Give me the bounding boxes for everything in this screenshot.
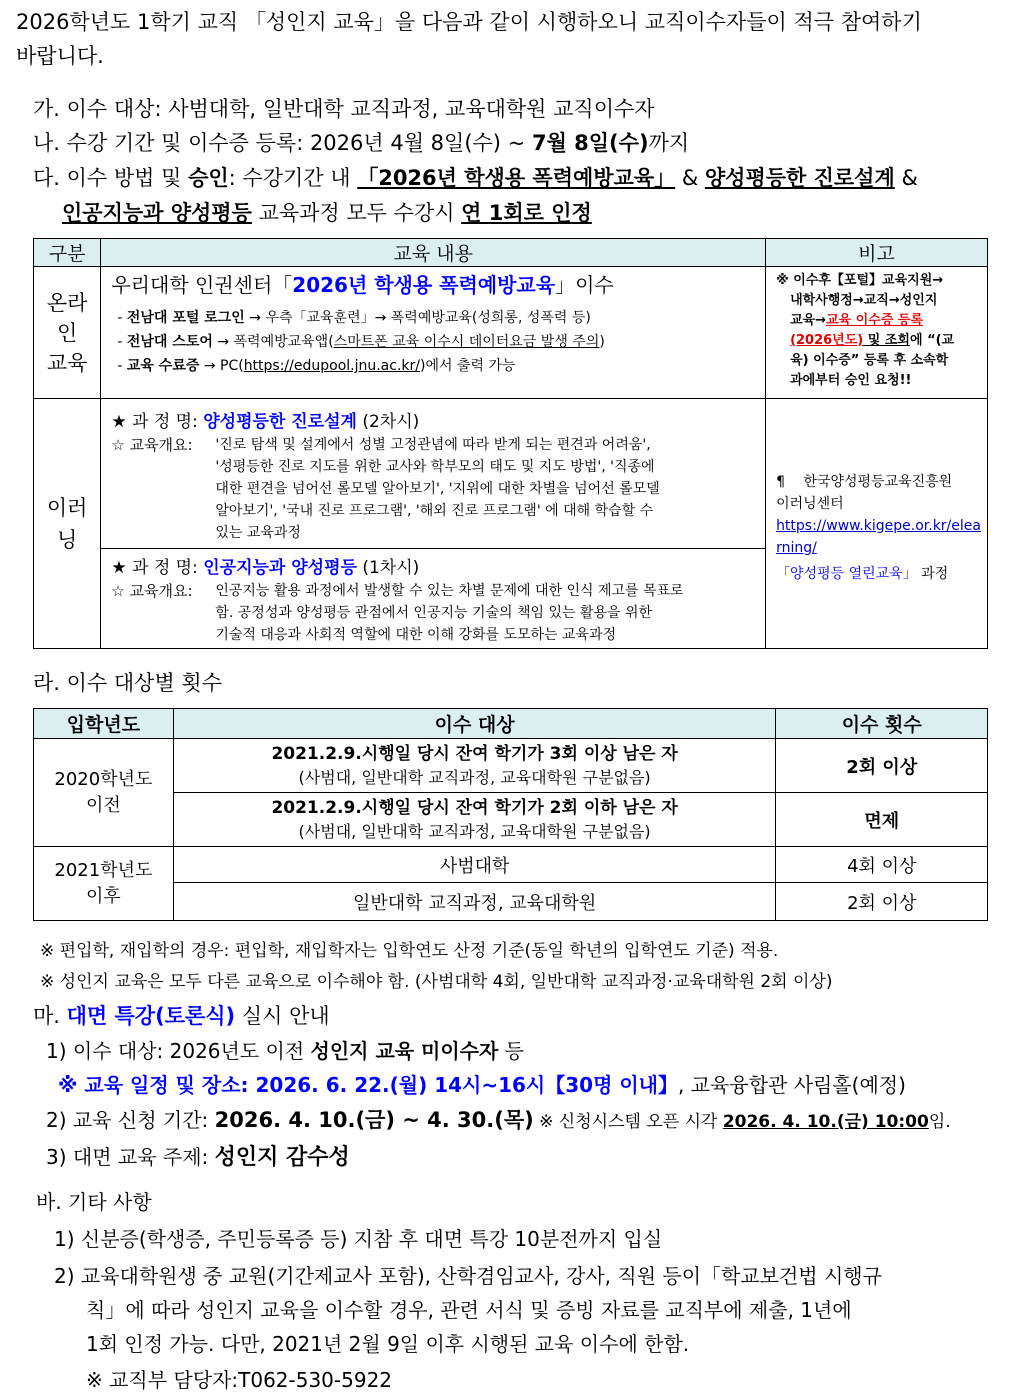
online-remark-line-2: 내학사행정→교직→성인지 xyxy=(790,293,938,308)
course-1-name-label: ★ 과 정 명: xyxy=(111,412,204,432)
course-1-content xyxy=(101,399,766,549)
section-ma-schedule xyxy=(58,1069,906,1098)
online-item-3: - 교육 수료증 → PC(https://edupool.jnu.ac.kr/)에서 출력 가능 xyxy=(117,358,516,374)
section-da-recognition: 연 1회로 인정 xyxy=(461,201,592,225)
table-header-content: 교육 내용 xyxy=(101,239,766,267)
online-remark-year: (2026년도) xyxy=(790,333,864,348)
section-da-course-3: 인공지능과 양성평등 xyxy=(62,201,252,225)
online-remark-line-5: 육) 이수증” 등록 후 소속학 xyxy=(790,353,949,368)
online-items xyxy=(111,306,765,378)
elearning-label-2: 닝 xyxy=(57,527,78,552)
section-ba-item-2-line-1: 2) 교육대학원생 중 교원(기간제교사 포함), 산학겸임교사, 강사, 직원 등이「학교보건법 시행규 xyxy=(54,1264,882,1288)
section-da-text-3: 교육과정 모두 수강시 xyxy=(251,201,462,225)
kigepe-link[interactable]: https://www.kigepe.or.kr/elea xyxy=(776,517,981,534)
online-remark-line-4 xyxy=(776,331,981,351)
table-header-remarks: 비고 xyxy=(766,239,988,267)
row-2-count: 면제 xyxy=(776,793,988,847)
note-transfer: ※ 편입학, 재입학의 경우: 편입학, 재입학자는 입학연도 산정 기준(동일 학년의 입학연도 기준) 적용. xyxy=(40,941,779,961)
online-item-2-text: → 폭력예방교육앱( xyxy=(212,334,334,350)
section-ma-item-3 xyxy=(46,1140,350,1171)
group-2020-year: 2020학년도 xyxy=(54,768,153,790)
online-title xyxy=(111,269,765,298)
course-1-title xyxy=(111,407,765,432)
completion-count-table xyxy=(33,708,988,921)
course-2-summary xyxy=(111,580,765,646)
online-remark-line-6: 과에부터 승인 요청!! xyxy=(790,373,912,388)
section-ma-item-3-text: 3) 대면 교육 주제: xyxy=(46,1145,215,1169)
section-na-text: 나. 수강 기간 및 이수증 등록: 2026년 4월 8일(수) ~ xyxy=(33,131,532,155)
section-da-continued xyxy=(62,197,592,227)
row-3-target: 사범대학 xyxy=(173,847,776,883)
section-ma-item-1-suffix: 등 xyxy=(498,1039,525,1063)
table2-header-count: 이수 횟수 xyxy=(776,709,988,739)
online-item-3-text: → PC( xyxy=(199,358,244,374)
edupool-link[interactable]: https://edupool.jnu.ac.kr/ xyxy=(243,358,420,374)
online-label-1: 온라 xyxy=(46,290,88,315)
section-ma-suffix: 실시 안내 xyxy=(235,1004,330,1028)
online-item-2: - 전남대 스토어 → 폭력예방교육앱(스마트폰 교육 이수시 데이터요금 발생 주의) xyxy=(117,334,605,350)
online-content xyxy=(101,267,766,399)
section-da-course-2: 양성평등한 진로설계 xyxy=(704,166,895,190)
education-table xyxy=(33,238,988,649)
online-item-3-label: 교육 수료증 xyxy=(126,358,200,374)
section-na xyxy=(33,127,689,157)
row-4-target: 일반대학 교직과정, 교육대학원 xyxy=(173,883,776,921)
online-title-course: 2026년 학생용 폭력예방교육 xyxy=(292,273,556,297)
online-label-2: 인 xyxy=(57,320,78,345)
course-2-name-label: ★ 과 정 명: xyxy=(111,558,204,578)
schedule-details: ※ 교육 일정 및 장소: 2026. 6. 22.(월) 14시~16시【30명 이내】 xyxy=(58,1073,679,1097)
online-remark-text-2: 에 “(교 xyxy=(909,333,955,348)
course-2-name: 인공지능과 양성평등 xyxy=(203,558,357,578)
course-1-summary-line-3: 대한 편견을 넘어선 롤모델 알아보기', '지위에 대한 차별을 넘어선 롤모델 xyxy=(215,481,660,497)
elearning-label-1: 이러 xyxy=(46,495,88,520)
row-2-target-main: 2021.2.9.시행일 당시 잔여 학기가 2회 이하 남은 자 xyxy=(271,797,678,818)
section-da-amp-2: & xyxy=(894,166,918,190)
course-2-summary-line-1: 인공지능 활용 과정에서 발생할 수 있는 차별 문제에 대한 인식 제고를 목표로 xyxy=(215,583,684,599)
course-1-summary-line-5: 있는 교육과정 xyxy=(215,525,301,541)
section-da-course-1: 「2026년 학생용 폭력예방교육」 xyxy=(357,166,676,190)
section-da-approval: 승인 xyxy=(188,166,229,190)
row-1-target-sub: (사범대, 일반대학 교직과정, 교육대학원 구분없음) xyxy=(298,767,651,787)
section-ma-item-2-note: ※ 신청시스템 오픈 시각 xyxy=(533,1112,723,1132)
course-1-name: 양성평등한 진로설계 xyxy=(203,412,357,432)
online-item-1-text: → 우측「교육훈련」→ 폭력예방교육(성희롱, 성폭력 등) xyxy=(244,310,591,326)
row-1-count: 2회 이상 xyxy=(776,739,988,793)
online-remarks xyxy=(766,267,988,399)
application-period: 2026. 4. 10.(금) ~ 4. 30.(목) xyxy=(214,1108,534,1132)
online-title-prefix: 우리대학 인권센터「 xyxy=(111,273,293,297)
lecture-topic: 성인지 감수성 xyxy=(214,1145,350,1170)
section-da-text: 다. 이수 방법 및 xyxy=(33,166,189,190)
online-remark-line-3 xyxy=(776,311,981,331)
online-remark-inquiry: 및 조회 xyxy=(863,333,910,348)
group-2020-label xyxy=(34,739,174,847)
table-header-category: 구분 xyxy=(34,239,101,267)
section-ma-item-2-text: 2) 교육 신청 기간: xyxy=(46,1108,215,1132)
online-item-3-end: )에서 출력 가능 xyxy=(420,358,516,374)
elearning-remark-course: 「양성평등 열린교육」 xyxy=(776,565,917,582)
row-1-target-main: 2021.2.9.시행일 당시 잔여 학기가 3회 이상 남은 자 xyxy=(271,743,678,764)
course-1-session: (2차시) xyxy=(356,412,420,432)
online-item-1-label: 전남대 포털 로그인 xyxy=(126,310,245,326)
group-2020-before: 이전 xyxy=(85,794,121,816)
section-ba-title: 바. 기타 사항 xyxy=(36,1190,152,1214)
online-title-suffix: 」이수 xyxy=(555,273,614,297)
course-2-summary-line-2: 함. 공정성과 양성평등 관점에서 인공지능 기술의 책임 있는 활용을 위한 xyxy=(215,605,653,621)
intro-line-2: 바랍니다. xyxy=(16,44,104,68)
system-open-time: 2026. 4. 10.(금) 10:00 xyxy=(722,1112,929,1132)
row-3-count: 4회 이상 xyxy=(776,847,988,883)
course-2-content xyxy=(101,549,766,649)
course-1-summary-label: ☆ 교육개요: xyxy=(111,436,193,454)
course-2-session: (1차시) xyxy=(356,558,420,578)
row-2-target xyxy=(173,793,776,847)
schedule-venue: , 교육융합관 사림홀(예정) xyxy=(678,1073,906,1097)
kigepe-link-continued[interactable]: rning/ xyxy=(776,539,817,556)
group-2021-year: 2021학년도 xyxy=(54,859,153,881)
section-ba-item-2-line-3: 1회 인정 가능. 다만, 2021년 2월 9일 이후 시행된 교육 이수에 한함. xyxy=(86,1332,690,1356)
online-remark-line-1: ※ 이수후【포털】교육지원→ xyxy=(776,273,944,288)
group-2021-after: 이후 xyxy=(85,885,121,907)
section-ga: 가. 이수 대상: 사범대학, 일반대학 교직과정, 교육대학원 교직이수자 xyxy=(33,97,655,121)
contact-info: ※ 교직부 담당자:T062-530-5922 xyxy=(86,1368,393,1392)
section-ma-prefix: 마. xyxy=(33,1004,67,1028)
elearning-remarks xyxy=(766,399,988,649)
online-item-2-end: ) xyxy=(599,334,605,350)
course-1-summary-line-1: '진로 탐색 및 설계에서 성별 고정관념에 따라 받게 되는 편견과 어려움', xyxy=(215,437,651,453)
section-ma-item-1 xyxy=(46,1035,524,1064)
online-remark-text: 교육→ xyxy=(790,313,827,328)
group-2021-label xyxy=(34,847,174,921)
section-ma-item-2 xyxy=(46,1104,951,1134)
row-4-count: 2회 이상 xyxy=(776,883,988,921)
row-1-target xyxy=(173,739,776,793)
course-1-summary xyxy=(111,434,765,544)
online-item-1: - 전남대 포털 로그인 → 우측「교육훈련」→ 폭력예방교육(성희롱, 성폭력 등) xyxy=(117,310,591,326)
section-ba-item-2-line-2: 칙」에 따라 성인지 교육을 이수할 경우, 관련 서식 및 증빙 자료를 교직부에 제출, 1년에 xyxy=(86,1298,852,1322)
online-item-2-warning: 스마트폰 교육 이수시 데이터요금 발생 주의 xyxy=(333,334,600,350)
course-1-summary-line-4: 알아보기', '국내 진로 프로그램', '해외 진로 프로그램' 에 대해 학습할 수 xyxy=(215,503,654,519)
course-2-title xyxy=(111,553,765,578)
course-2-summary-label: ☆ 교육개요: xyxy=(111,582,193,600)
section-ma-lecture: 대면 특강(토론식) xyxy=(66,1004,236,1028)
section-na-suffix: 까지 xyxy=(648,131,690,155)
section-da xyxy=(33,162,918,192)
elearning-remark-suffix: 과정 xyxy=(921,565,949,582)
online-label-3: 교육 xyxy=(46,350,88,375)
online-item-2-label: 전남대 스토어 xyxy=(126,334,213,350)
section-ma-item-1-target: 성인지 교육 미이수자 xyxy=(310,1039,499,1063)
table2-header-target: 이수 대상 xyxy=(173,709,776,739)
section-ba-item-1: 1) 신분증(학생증, 주민등록증 등) 지참 후 대면 특강 10분전까지 입실 xyxy=(54,1227,663,1251)
course-2-summary-line-3: 기술적 대응과 사회적 역할에 대한 이해 강화를 도모하는 교육과정 xyxy=(215,627,617,643)
section-da-text-2: : 수강기간 내 xyxy=(228,166,358,190)
intro-line-1: 2026학년도 1학기 교직 「성인지 교육」을 다음과 같이 시행하오니 교직이수자들이 적극 참여하기 xyxy=(16,10,922,34)
section-da-amp: & xyxy=(675,166,705,190)
section-ma-item-1-text: 1) 이수 대상: 2026년도 이전 xyxy=(46,1039,311,1063)
online-remark-register: 교육 이수증 등록 xyxy=(826,313,924,328)
elearning-remark-org: ¶ 한국양성평등교육진흥원 xyxy=(776,473,953,490)
section-ra: 라. 이수 대상별 횟수 xyxy=(33,671,222,695)
online-label xyxy=(34,267,101,399)
table2-header-year: 입학년도 xyxy=(34,709,174,739)
section-na-end-date: 7월 8일(수) xyxy=(531,131,649,155)
row-2-target-sub: (사범대, 일반대학 교직과정, 교육대학원 구분없음) xyxy=(298,821,651,841)
elearning-label xyxy=(34,399,101,649)
elearning-remark-center: 이러닝센터 xyxy=(776,495,844,512)
note-different-education: ※ 성인지 교육은 모두 다른 교육으로 이수해야 함. (사범대학 4회, 일반대학 교직과정·교육대학원 2회 이상) xyxy=(40,972,833,992)
section-ma-item-2-end: 임. xyxy=(928,1112,951,1132)
section-ma xyxy=(33,1000,330,1030)
course-1-summary-line-2: '성평등한 진로 지도를 위한 교사와 학부모의 태도 및 지도 방법', '직종에 xyxy=(215,459,655,475)
